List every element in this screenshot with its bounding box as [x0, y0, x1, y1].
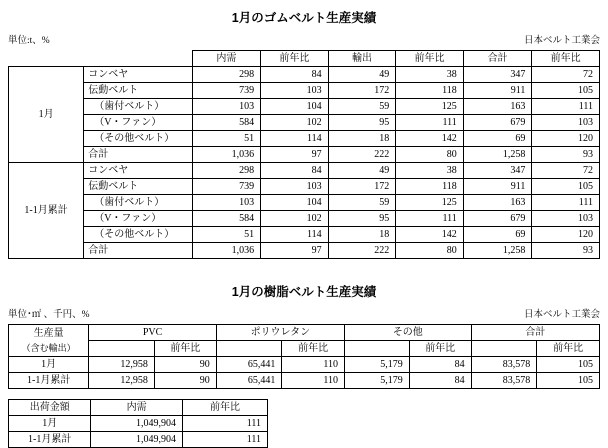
cell: 347	[463, 163, 532, 179]
col-header-4: 合計	[463, 51, 532, 67]
cell: 911	[463, 179, 532, 195]
cell: 298	[192, 163, 261, 179]
cell: 111	[532, 99, 600, 115]
table-row	[9, 416, 268, 432]
table-header-row	[9, 51, 600, 67]
col-header-pvc: PVC	[89, 325, 216, 341]
cell: 65,441	[216, 373, 282, 389]
row-label: 伝動ベルト	[84, 179, 192, 195]
cell: 584	[192, 115, 261, 131]
cell: 69	[463, 131, 532, 147]
cell: 95	[328, 211, 396, 227]
table-row	[9, 195, 600, 211]
row-label: 1月	[9, 416, 91, 432]
cell: 72	[532, 67, 600, 83]
section1-unit-note: 単位:t、%	[8, 36, 50, 46]
cell: 110	[282, 373, 345, 389]
col-header-2: 輸出	[328, 51, 396, 67]
section2-unit-note: 単位･㎡ 、千円、%	[8, 310, 90, 320]
row-label: （V・ファン）	[84, 211, 192, 227]
cell: 84	[261, 67, 329, 83]
cell: 584	[192, 211, 261, 227]
col-header-1: 前年比	[261, 51, 329, 67]
cell: 105	[537, 373, 600, 389]
row-label: コンベヤ	[84, 67, 192, 83]
table-row	[9, 211, 600, 227]
cell: 111	[532, 195, 600, 211]
subheader-blank-total	[471, 341, 537, 357]
cell: 51	[192, 131, 261, 147]
cell: 12,958	[89, 357, 155, 373]
row-label: 1月	[9, 357, 89, 373]
cell: 347	[463, 67, 532, 83]
header-blank-period	[9, 51, 84, 67]
cell: 83,578	[471, 357, 537, 373]
subheader-yoy-pvc: 前年比	[154, 341, 216, 357]
cell: 679	[463, 211, 532, 227]
rubber-belt-table	[8, 50, 600, 259]
section1-source: 日本ベルト工業会	[523, 36, 600, 46]
col-header-shipment-amount: 出荷金額	[9, 400, 91, 416]
cell: 111	[396, 211, 464, 227]
table-header-row-2	[9, 341, 600, 357]
cell: 1,036	[192, 147, 261, 163]
cell: 103	[261, 179, 329, 195]
cell: 84	[409, 373, 471, 389]
cell: 105	[532, 83, 600, 99]
cell: 111	[396, 115, 464, 131]
cell: 97	[261, 147, 329, 163]
row-label: （歯付ベルト）	[84, 195, 192, 211]
table-row	[9, 131, 600, 147]
col-header-total: 合計	[471, 325, 599, 341]
table-row	[9, 67, 600, 83]
section2-source: 日本ベルト工業会	[523, 310, 600, 320]
cell: 80	[396, 147, 464, 163]
cell: 1,258	[463, 147, 532, 163]
cell: 114	[261, 227, 329, 243]
cell: 125	[396, 195, 464, 211]
col-header-production	[9, 325, 89, 357]
cell: 5,179	[344, 357, 409, 373]
cell: 18	[328, 131, 396, 147]
table-header-row	[9, 400, 268, 416]
table-row	[9, 163, 600, 179]
cell: 104	[261, 195, 329, 211]
row-label: 伝動ベルト	[84, 83, 192, 99]
group-label-0: 1月	[9, 67, 84, 163]
header-line-2: （含む輸出）	[21, 342, 76, 353]
cell: 739	[192, 83, 261, 99]
header-line-1: 生産量	[33, 327, 64, 339]
cell: 1,036	[192, 243, 261, 259]
subheader-yoy-other: 前年比	[409, 341, 471, 357]
cell: 95	[328, 115, 396, 131]
cell: 1,049,904	[91, 432, 183, 448]
cell: 105	[532, 179, 600, 195]
cell: 1,049,904	[91, 416, 183, 432]
cell: 125	[396, 99, 464, 115]
cell: 69	[463, 227, 532, 243]
cell: 120	[532, 227, 600, 243]
cell: 49	[328, 67, 396, 83]
cell: 90	[154, 373, 216, 389]
row-label: （歯付ベルト）	[84, 99, 192, 115]
table-header-row-1	[9, 325, 600, 341]
table-row	[9, 115, 600, 131]
cell: 102	[261, 115, 329, 131]
cell: 103	[532, 211, 600, 227]
col-header-domestic: 内需	[91, 400, 183, 416]
cell: 111	[182, 432, 267, 448]
cell: 298	[192, 67, 261, 83]
subheader-blank-pvc	[89, 341, 155, 357]
col-header-yoy: 前年比	[182, 400, 267, 416]
header-blank-item	[84, 51, 192, 67]
cell: 103	[261, 83, 329, 99]
cell: 172	[328, 179, 396, 195]
table-row	[9, 373, 600, 389]
table-row	[9, 432, 268, 448]
cell: 90	[154, 357, 216, 373]
table-row-total	[9, 243, 600, 259]
cell: 93	[532, 243, 600, 259]
cell: 51	[192, 227, 261, 243]
cell: 72	[532, 163, 600, 179]
cell: 38	[396, 67, 464, 83]
cell: 172	[328, 83, 396, 99]
subheader-blank-other	[344, 341, 409, 357]
cell: 83,578	[471, 373, 537, 389]
cell: 142	[396, 131, 464, 147]
cell: 163	[463, 99, 532, 115]
subheader-yoy-pu: 前年比	[282, 341, 345, 357]
section2-title: 1月の樹脂ベルト生産実績	[231, 285, 377, 299]
rubber-belt-section	[8, 8, 600, 259]
cell: 104	[261, 99, 329, 115]
row-label: 合計	[84, 243, 192, 259]
cell: 93	[532, 147, 600, 163]
col-header-other: その他	[344, 325, 471, 341]
row-label: 合計	[84, 147, 192, 163]
table-row	[9, 227, 600, 243]
cell: 5,179	[344, 373, 409, 389]
cell: 65,441	[216, 357, 282, 373]
subheader-yoy-total: 前年比	[537, 341, 600, 357]
cell: 679	[463, 115, 532, 131]
table-row-total	[9, 147, 600, 163]
cell: 118	[396, 179, 464, 195]
row-label: （その他ベルト）	[84, 131, 192, 147]
cell: 97	[261, 243, 329, 259]
cell: 80	[396, 243, 464, 259]
cell: 111	[182, 416, 267, 432]
cell: 84	[409, 357, 471, 373]
row-label: 1-1月累計	[9, 432, 91, 448]
cell: 114	[261, 131, 329, 147]
col-header-3: 前年比	[396, 51, 464, 67]
cell: 120	[532, 131, 600, 147]
cell: 222	[328, 147, 396, 163]
cell: 38	[396, 163, 464, 179]
cell: 118	[396, 83, 464, 99]
row-label: （その他ベルト）	[84, 227, 192, 243]
group-label-1: 1-1月累計	[9, 163, 84, 259]
cell: 739	[192, 179, 261, 195]
cell: 103	[192, 99, 261, 115]
cell: 18	[328, 227, 396, 243]
cell: 59	[328, 195, 396, 211]
cell: 110	[282, 357, 345, 373]
col-header-0: 内需	[192, 51, 261, 67]
cell: 911	[463, 83, 532, 99]
cell: 12,958	[89, 373, 155, 389]
cell: 222	[328, 243, 396, 259]
col-header-polyurethane: ポリウレタン	[216, 325, 344, 341]
section1-title: 1月のゴムベルト生産実績	[231, 11, 377, 25]
row-label: コンベヤ	[84, 163, 192, 179]
resin-belt-table	[8, 324, 600, 389]
table-row	[9, 83, 600, 99]
cell: 105	[537, 357, 600, 373]
subheader-blank-pu	[216, 341, 282, 357]
cell: 49	[328, 163, 396, 179]
cell: 103	[192, 195, 261, 211]
cell: 142	[396, 227, 464, 243]
cell: 103	[532, 115, 600, 131]
cell: 163	[463, 195, 532, 211]
table-row	[9, 357, 600, 373]
table-row	[9, 99, 600, 115]
resin-belt-section	[8, 282, 600, 448]
table-row	[9, 179, 600, 195]
col-header-5: 前年比	[532, 51, 600, 67]
row-label: 1-1月累計	[9, 373, 89, 389]
cell: 102	[261, 211, 329, 227]
row-label: （V・ファン）	[84, 115, 192, 131]
cell: 84	[261, 163, 329, 179]
cell: 1,258	[463, 243, 532, 259]
cell: 59	[328, 99, 396, 115]
